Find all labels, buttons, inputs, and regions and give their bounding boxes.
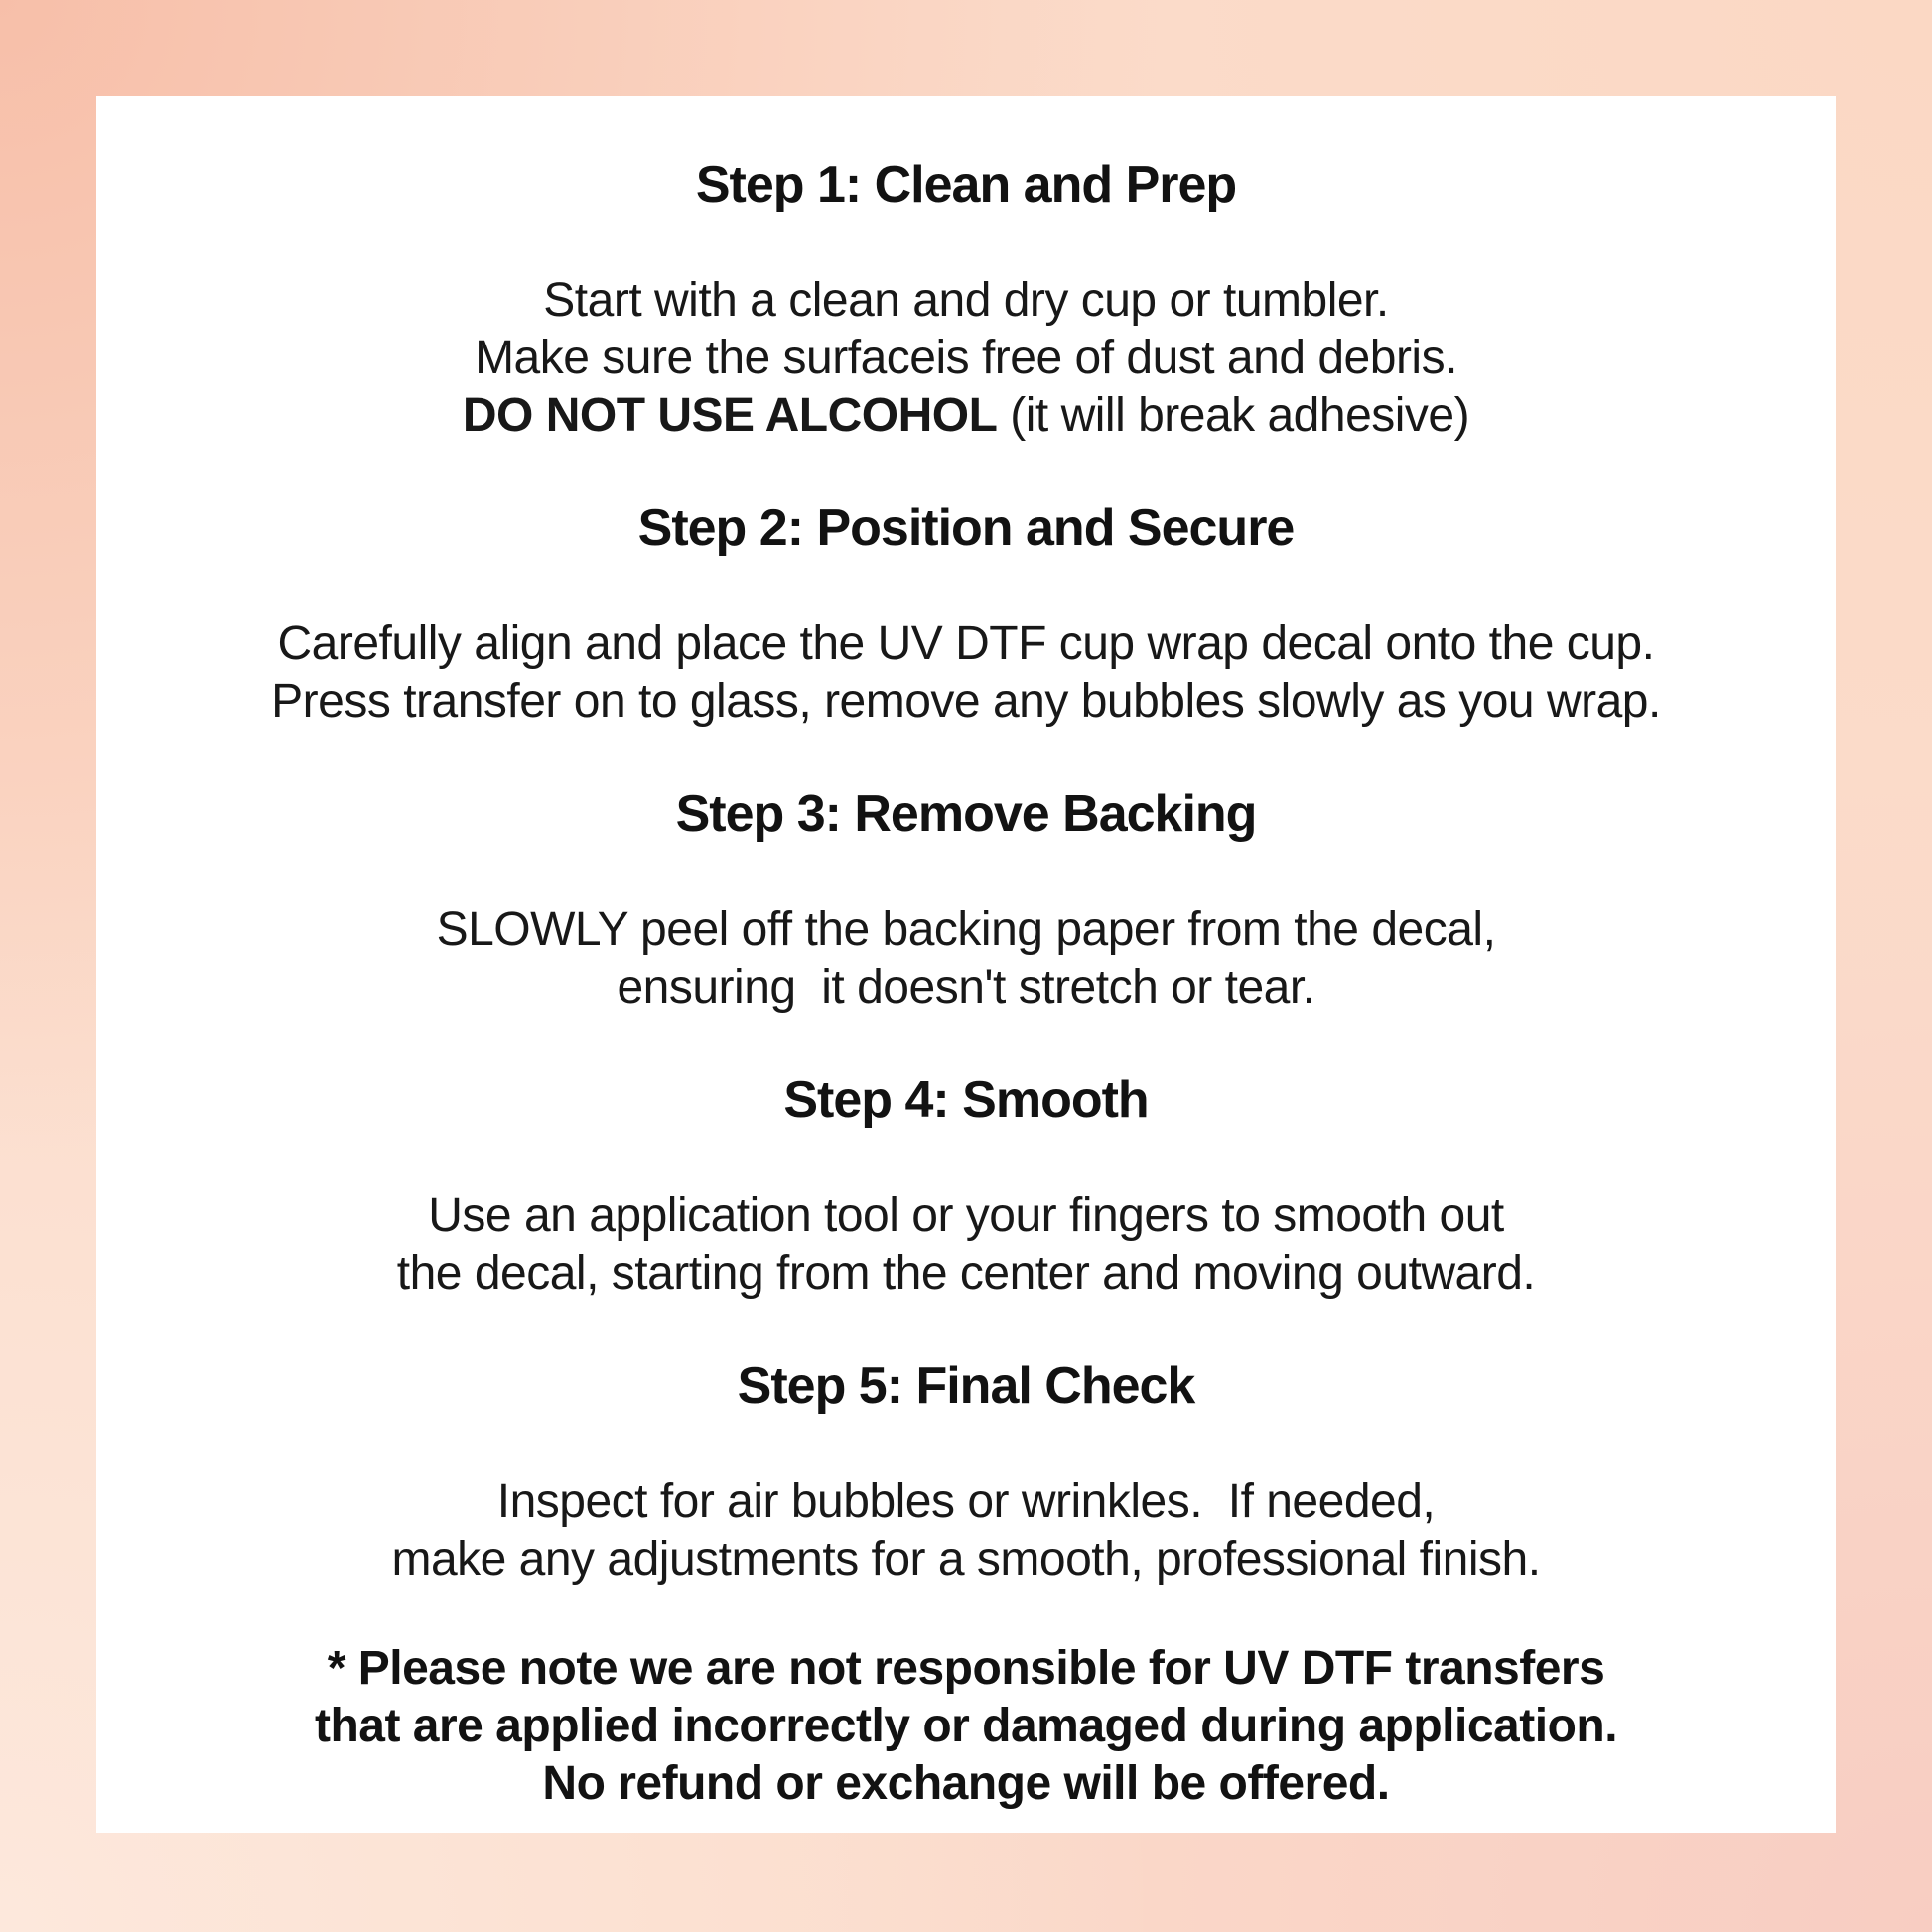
disclaimer: [126, 1640, 1806, 1813]
instruction-line: [126, 616, 1806, 673]
disclaimer-line: that are applied incorrectly or damaged during application.: [314, 1700, 1618, 1752]
step-section: [126, 496, 1806, 731]
instruction-line: [126, 1531, 1806, 1588]
instruction-line: [126, 1473, 1806, 1531]
step-section: [126, 1354, 1806, 1588]
disclaimer-line: No refund or exchange will be offered.: [542, 1757, 1390, 1810]
step-instructions: [126, 901, 1806, 1017]
instruction-text: Carefully align and place the UV DTF cup wrap decal onto the cup.: [277, 618, 1655, 670]
instruction-line: [126, 673, 1806, 731]
instruction-line: [126, 1245, 1806, 1303]
instruction-line: [126, 1187, 1806, 1245]
step-instructions: [126, 1187, 1806, 1303]
instruction-text: Use an application tool or your fingers to smooth out: [428, 1189, 1504, 1242]
instruction-line: [126, 901, 1806, 959]
instructions-card: [96, 96, 1836, 1833]
instruction-text: Press transfer on to glass, remove any bubbles slowly as you wrap.: [271, 675, 1661, 728]
instruction-text: the decal, starting from the center and moving outward.: [396, 1247, 1536, 1300]
steps-container: [126, 153, 1806, 1588]
step-heading: Step 3: Remove Backing: [675, 785, 1257, 843]
step-section: [126, 1068, 1806, 1303]
instruction-line: [126, 272, 1806, 330]
instruction-text: (it will break adhesive): [997, 389, 1470, 442]
step-instructions: [126, 616, 1806, 731]
instruction-text: ensuring it doesn't stretch or tear.: [617, 961, 1315, 1014]
step-heading: Step 2: Position and Secure: [637, 499, 1295, 557]
instruction-text: Inspect for air bubbles or wrinkles. If needed,: [496, 1475, 1436, 1528]
step-heading: Step 4: Smooth: [783, 1071, 1149, 1129]
step-section: [126, 782, 1806, 1017]
instruction-text: Start with a clean and dry cup or tumbler.: [543, 274, 1389, 327]
instruction-line: [126, 959, 1806, 1017]
instruction-line: [126, 330, 1806, 387]
step-heading: Step 1: Clean and Prep: [695, 156, 1237, 213]
instruction-line: [126, 387, 1806, 445]
step-instructions: [126, 272, 1806, 445]
instruction-text: SLOWLY peel off the backing paper from the decal,: [436, 903, 1496, 956]
instruction-text: Make sure the surfaceis free of dust and debris.: [475, 332, 1457, 384]
instruction-emphasis: DO NOT USE ALCOHOL: [462, 389, 998, 442]
step-section: [126, 153, 1806, 445]
step-instructions: [126, 1473, 1806, 1588]
instruction-text: make any adjustments for a smooth, professional finish.: [391, 1533, 1541, 1586]
disclaimer-line: * Please note we are not responsible for UV DTF transfers: [327, 1642, 1605, 1695]
step-heading: Step 5: Final Check: [737, 1357, 1195, 1415]
